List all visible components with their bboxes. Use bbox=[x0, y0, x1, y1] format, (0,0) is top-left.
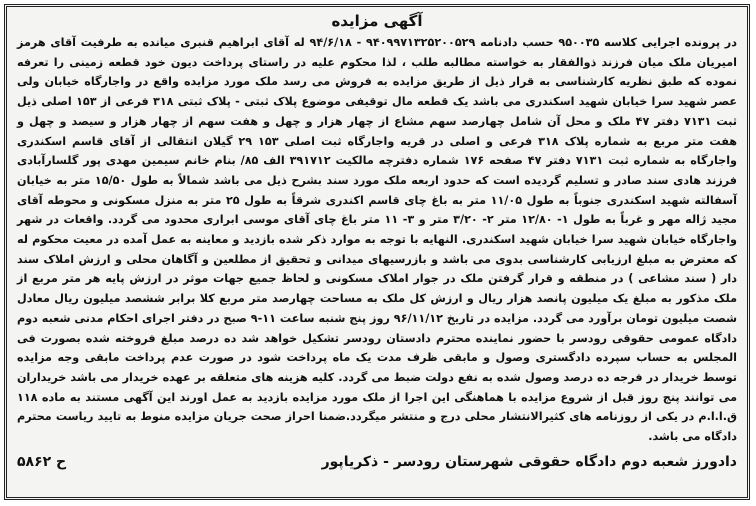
notice-body: در پرونده اجرایی کلاسه ۹۵۰۰۳۵ حسب دادنامه ۹۴۰۹۹۷۱۳۲۵۲۰۰۵۲۹ - ۹۴/۶/۱۸ له آقای ابراهیم قنبری میانده به طرفیت آقای هرمز امیریان ملک میان فرزند ذوالفقار به خواسته مطالبه طلب ، لذا محکوم علیه در راستای پرداخت دیون خود قطعه زمینی را تعرفه نموده که طبق نظریه کارشناسی به قرار ذیل از طریق مزایده به فروش می رسد ملک مورد مزایده واقع در واجارگاه خیابان ولی عصر شهید سرا خیابان شهید اسکندری می باشد یک قطعه مال توقیفی موضوع پلاک ثبتی - پلاک ثبتی ۳۱۸ فرعی از ۱۵۳ اصلی ذیل ثبت ۷۱۳۱ دفتر ۴۷ ملک و محل آن شامل چهارصد سهم مشاع از چهار هزار و چهل و هفت سهم از چهار هزار و سیصد و چهل و هفت متر مربع به شماره پلاک ۳۱۸ فرعی و اصلی در قریه واجارگاه ثبت اصلی ۱۵۳ ۲۹ گیلان انتقالی از آقای قاسم اسکندری واجارگاه به شماره ثبت ۷۱۳۱ دفتر ۴۷ صفحه ۱۷۶ شماره دفترچه مالکیت ۳۹۱۷۱۲ الف ۸۵/ بنام خانم سیمین مهدی پور گلسارآبادی فرزند هادی سند صادر و تسلیم گردیده است که حدود اربعه ملک مورد سند بشرح ذیل می باشد شمالاً به طول ۱۵/۵۰ متر به خیابان آسفالته شهید اسکندری جنوباً به طول ۱۱/۰۵ متر به باغ چای قاسم اکندری شرقاً به طول ۲۵ متر به منزل مسکونی و محوطه آقای مجید ژاله مهر و غرباً به طول ۱- ۱۲/۸۰ متر ۲- ۳/۲۰ متر و ۳- ۱۱ متر باغ چای آقای موسی ابراری محدود می گردد. واقعات در شهر واجارگاه خیابان شهید سرا خیابان شهید اسکندری. النهایه با توجه به موارد ذکر شده بازدید و معاینه به عمل آمده در معیت محکوم له که معترض به مبلغ ارزیابی کارشناسی بدوی می باشد و بازرسیهای میدانی و تحقیق از مطلعین و آگاهان محلی و ارزش املاک سند دار ( سند مشاعی ) در منطقه و قرار گرفتن ملک در جوار املاک مسکونی و لحاظ جمیع جهات موثر در ارزش پایه هر متر مربع از ملک مذکور به مبلغ یک میلیون پانصد هزار ریال و ارزش کل ملک به مساحت چهارصد متر مربع کلا برابر ششصد میلیون ریال معادل شصت میلیون تومان برآورد می گردد. مزایده در تاریخ ۹۶/۱۱/۱۲ روز پنج شنبه ساعت ۱۱-۹ صبح در دفتر اجرای احکام مدنی شعبه دوم دادگاه عمومی حقوقی رودسر با حضور نماینده محترم دادستان رودسر تشکیل خواهد شد ده درصد مبلغ فروخته شده بصورت فی المجلس به حساب سپرده دادگستری وصول و مابقی ظرف مدت یک ماه پرداخت شود در صورت عدم پرداخت مابقی وجه مزایده توسط خریدار در فرجه ده درصد وصول شده به نفع دولت ضبط می گردد. کلیه هزینه های متعلقه بر عهده خریدار می باشد خریداران می توانند پنج روز قبل از شروع مزایده با هماهنگی این اجرا از ملک مورد مزایده بازدید به عمل اورند این آگهی مستند به ماده ۱۱۸ ق.ا.ا.م در یکی از روزنامه های کثیرالانتشار محلی درج و منتشر میگردد.ضمنا احراز صحت جریان مزایده منوط به تایید ریاست محترم دادگاه می باشد. bbox=[17, 36, 738, 444]
notice-title: آگهی مزایده bbox=[331, 12, 423, 30]
notice-signature: دادورز شعبه دوم دادگاه حقوقی شهرستان رودسر - ذکریاپور bbox=[321, 453, 737, 470]
legal-notice bbox=[4, 4, 750, 500]
notice-footer bbox=[17, 451, 737, 473]
notice-code: ح ۵۸۶۲ bbox=[17, 453, 67, 470]
